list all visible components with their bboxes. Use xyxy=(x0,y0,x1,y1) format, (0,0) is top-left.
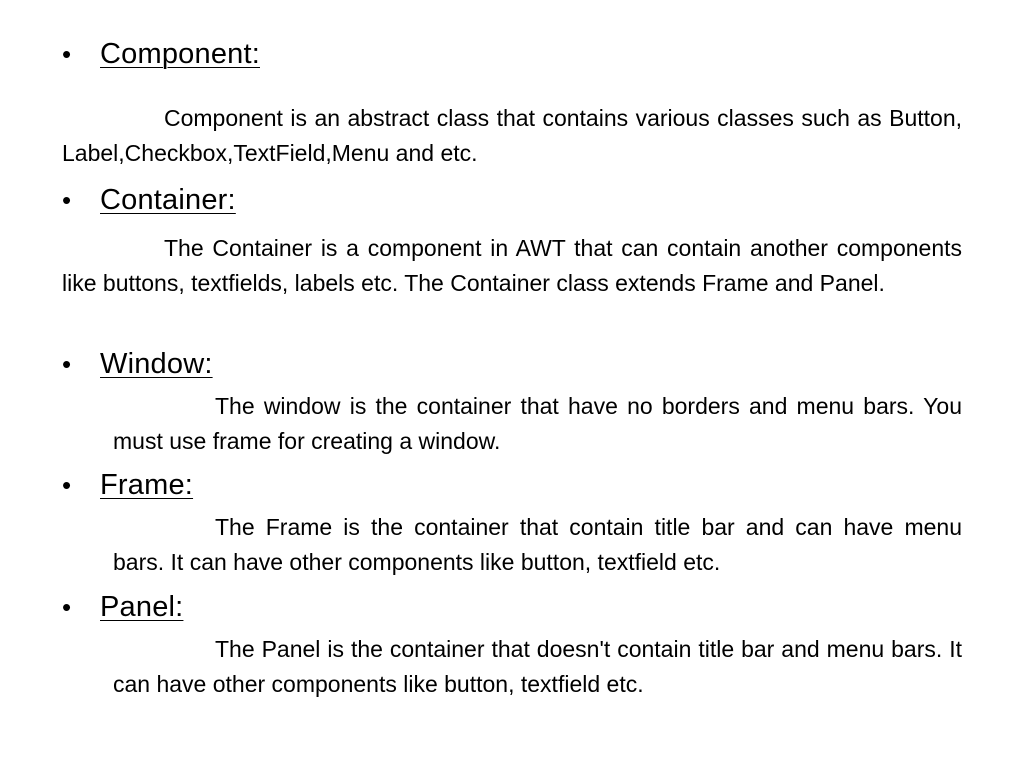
heading-text: Window: xyxy=(100,347,213,380)
section-body-container: The Container is a component in AWT that can contain another components like buttons, textfields, labels etc. The Container class extends Frame and Panel. xyxy=(62,235,962,296)
bullet-icon: • xyxy=(62,39,72,69)
bullet-icon: • xyxy=(62,470,72,500)
section-heading-container xyxy=(62,182,236,218)
section-heading-panel xyxy=(62,589,183,625)
section-body-frame: The Frame is the container that contain title bar and can have menu bars. It can have other components like button, textfield etc. xyxy=(113,514,962,575)
section-body-component: Component is an abstract class that contains various classes such as Button, Label,Checkbox,TextField,Menu and etc. xyxy=(62,105,962,166)
section-heading-component xyxy=(62,36,260,72)
bullet-icon: • xyxy=(62,185,72,215)
section-body-window: The window is the container that have no borders and menu bars. You must use frame for creating a window. xyxy=(113,393,962,454)
section-body-panel: The Panel is the container that doesn't contain title bar and menu bars. It can have other components like button, textfield etc. xyxy=(113,636,962,697)
bullet-icon: • xyxy=(62,592,72,622)
heading-text: Panel: xyxy=(100,590,184,623)
section-heading-window xyxy=(62,346,213,382)
heading-text: Frame: xyxy=(100,468,194,501)
section-heading-frame xyxy=(62,467,193,503)
heading-text: Container: xyxy=(100,183,236,216)
bullet-icon: • xyxy=(62,349,72,379)
heading-text: Component: xyxy=(100,37,260,70)
